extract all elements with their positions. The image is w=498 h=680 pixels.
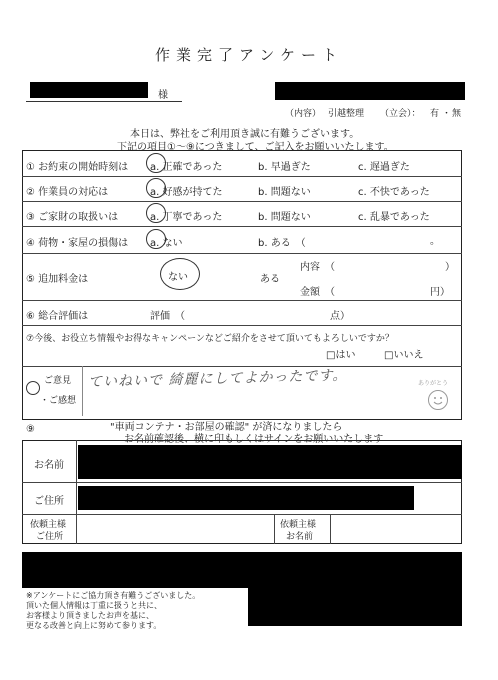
footer-line-1: ※アンケートにご協力頂き有難うございました。 [26,591,201,600]
q4-dot: 。 [430,236,440,247]
row-divider [22,226,462,227]
q7-option-yes[interactable]: □はい [326,350,356,361]
redacted-company-banner [22,552,462,588]
q5-label: ⑤ 追加料金は [26,274,89,285]
name-label: お名前 [34,460,64,471]
intro-line-2: 下記の項目①〜⑨につきまして、ご記入をお願いいたします。 [117,142,394,153]
work-content-label: （内容） [285,109,322,119]
row-divider [22,253,462,254]
q6-eval-label: 評価 （ [150,311,185,322]
table-col-divider [274,514,275,544]
q4-option-b[interactable]: b. ある （ [258,238,306,249]
client-name-label-2: お名前 [286,532,314,542]
q5-option-none[interactable]: ない [168,272,188,283]
q5-amount-label: 金額 （ [300,287,335,298]
redacted-address[interactable] [78,486,414,510]
q1-label: ① お約束の開始時刻は [26,162,129,173]
attendance-label: （立会）： [380,109,421,119]
q8-number-circle [26,381,40,395]
table-divider [22,514,462,515]
q2-option-b[interactable]: b. 問題ない [258,187,311,198]
row-divider [22,300,462,301]
q4-label: ④ 荷物・家屋の損傷は [26,238,129,249]
q1-option-a[interactable]: a. 正確であった [150,162,223,173]
redacted-company-info [275,82,465,100]
row-divider [22,201,462,202]
q1-option-b[interactable]: b. 早過ぎた [258,162,311,173]
redacted-customer-name [30,82,148,98]
honorific: 様 [158,90,168,101]
row-divider [22,325,462,326]
q1-option-c[interactable]: c. 遅過ぎた [358,162,410,173]
q8-feedback-label-2: ・ご感想 [40,396,77,406]
q9-line-1: "車両コンテナ・お部屋の確認" が済になりましたら [110,422,343,433]
q7-option-no[interactable]: □いいえ [384,350,424,361]
q3-option-a[interactable]: a. 丁寧であった [150,212,223,223]
attendance-yes: 有 [430,109,440,119]
q8-handwritten-feedback: ていねいで 綺麗にしてよかったです。 [87,367,348,391]
q5-option-some[interactable]: ある [260,274,280,285]
table-divider [22,482,462,483]
q8-label-divider [82,366,83,416]
row-divider [22,176,462,177]
q5-content-close: ） [445,262,455,273]
footer-line-2: 頂いた個人情報は丁重に扱うと共に、 [26,601,162,610]
q5-content-label: 内容 （ [300,262,335,273]
q2-option-a[interactable]: a. 好感が持てた [150,187,223,198]
attendance-no: 無 [452,109,462,119]
q8-feedback-label-1: ご意見 [44,376,72,386]
q5-amount-yen: 円） [430,287,450,298]
footer-line-4: 更なる改善と向上に努めて参ります。 [26,621,162,630]
redacted-name[interactable] [78,445,462,479]
q3-option-c[interactable]: c. 乱暴であった [358,212,430,223]
q2-option-c[interactable]: c. 不快であった [358,187,430,198]
work-content-value: 引越整理 [328,109,365,119]
q9-number: ⑨ [26,424,35,435]
client-name-label-1: 依頼主様 [280,520,317,530]
q4-option-a[interactable]: a. ない [150,238,183,249]
q2-label: ② 作業員の対応は [26,187,109,198]
stamp-text: ありがとう [418,380,449,387]
q3-label: ③ ご家財の取扱いは [26,212,119,223]
q6-points-label: 点） [330,311,350,322]
table-col-divider [330,514,331,544]
q3-option-b[interactable]: b. 問題ない [258,212,311,223]
attendance-dot: ・ [442,109,452,119]
smiley-stamp-icon [428,390,448,410]
intro-line-1: 本日は、弊社をご利用頂き誠に有難うございます。 [130,129,360,140]
redacted-company-contact [248,588,462,626]
q7-question: ⑦今後、お役立ち情報やお得なキャンペーンなどご紹介をさせて頂いてもよろしいですか？ [26,334,394,344]
q6-label: ⑥ 総合評価は [26,311,89,322]
page-title: 作業完了アンケート [154,46,344,64]
client-address-label-2: ご住所 [36,532,64,542]
client-address-label-1: 依頼主様 [30,520,67,530]
customer-name-underline [26,101,182,102]
q9-line-2: お名前確認後、横に印もしくはサインをお願いいたします [124,434,384,445]
address-label: ご住所 [34,496,64,507]
table-col-divider [76,440,77,544]
footer-line-3: お客様より頂きましたお声を基に、 [26,611,154,620]
